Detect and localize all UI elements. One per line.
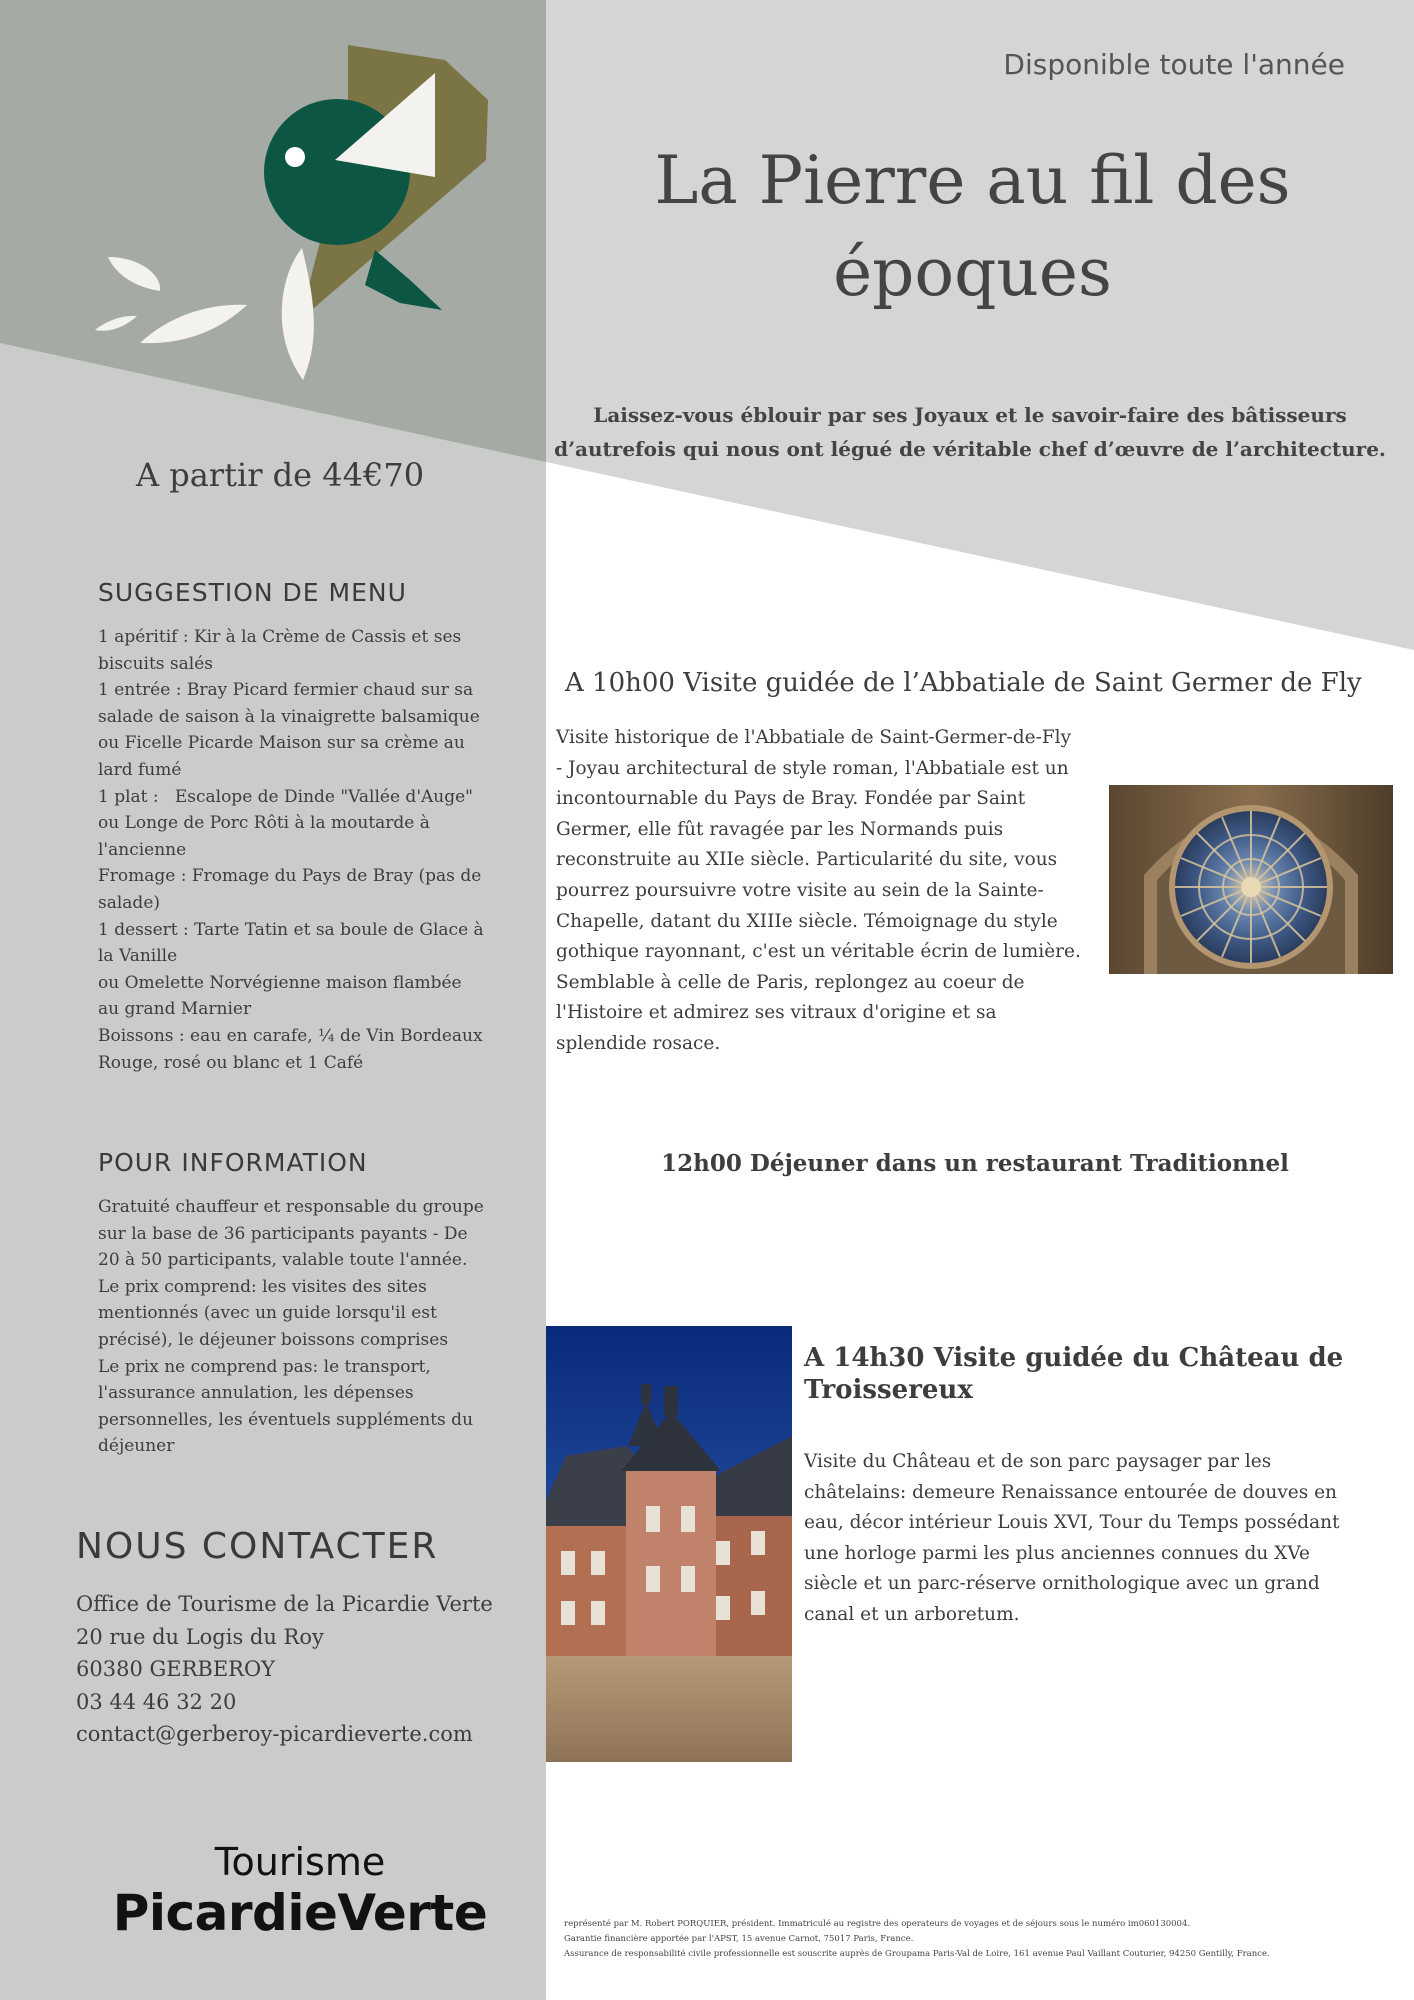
menu-line: 1 entrée : Bray Picard fermier chaud sur sa xyxy=(98,680,474,701)
visit1-line: Chapelle, datant du XIIIe siècle. Témoignage du style xyxy=(556,910,1058,932)
intro-line-2: d’autrefois qui nous ont légué de véritable chef d’œuvre de l’architecture. xyxy=(554,437,1386,461)
contact-block xyxy=(76,1588,536,1751)
info-line: Le prix ne comprend pas: le transport, xyxy=(98,1356,431,1377)
info-line: Le prix comprend: les visites des sites xyxy=(98,1276,427,1297)
menu-line: 1 dessert : Tarte Tatin et sa boule de Glace à xyxy=(98,919,484,940)
tourisme-logo xyxy=(90,1840,510,1942)
visit2-title-line-1: A 14h30 Visite guidée du Château de xyxy=(804,1343,1344,1373)
legal-line: Assurance de responsabilité civile professionnelle est souscrite auprès de Groupama Paris-Val de Loire, 161 avenue Paul Vaillant Couturier, 94250 Gentilly, France. xyxy=(564,1949,1270,1959)
info-line: personnelles, les éventuels suppléments du xyxy=(98,1409,474,1430)
visit1-line: pourrez poursuivre votre visite au sein de la Sainte- xyxy=(556,879,1044,901)
visit2-line: châtelains: demeure Renaissance entourée de douves en xyxy=(804,1481,1337,1503)
intro-text xyxy=(550,398,1390,466)
visit2-title xyxy=(804,1342,1394,1406)
menu-line: Boissons : eau en carafe, ¼ de Vin Bordeaux xyxy=(98,1025,483,1046)
menu-line: 1 plat : Escalope de Dinde "Vallée d'Auge" xyxy=(98,786,473,807)
menu-line: salade) xyxy=(98,892,161,913)
info-line: Gratuité chauffeur et responsable du groupe xyxy=(98,1197,484,1217)
availability-text: Disponible toute l'année xyxy=(1003,48,1345,81)
visit1-line: Semblable à celle de Paris, replongez au coeur de xyxy=(556,971,1025,993)
visit1-line: incontournable du Pays de Bray. Fondée par Saint xyxy=(556,788,1026,810)
info-line: précisé), le déjeuner boissons comprises xyxy=(98,1329,449,1350)
contact-street: 20 rue du Logis du Roy xyxy=(76,1624,324,1649)
menu-line: biscuits salés xyxy=(98,653,213,674)
menu-line: l'ancienne xyxy=(98,839,187,860)
logo-line-1: Tourisme xyxy=(214,1840,386,1884)
menu-line: Rouge, rosé ou blanc et 1 Café xyxy=(98,1052,364,1073)
menu-heading: SUGGESTION DE MENU xyxy=(98,578,407,607)
logo-line-2: PicardieVerte xyxy=(112,1884,488,1942)
contact-heading: NOUS CONTACTER xyxy=(76,1526,439,1567)
green-tail xyxy=(365,250,442,310)
visit1-line: splendide rosace. xyxy=(556,1032,721,1054)
leaf-small-left xyxy=(95,316,137,331)
contact-office: Office de Tourisme de la Picardie Verte xyxy=(76,1592,493,1616)
menu-line: 1 apéritif : Kir à la Crème de Cassis et ses xyxy=(98,627,462,647)
title-line-1: La Pierre au fil des xyxy=(654,142,1291,219)
visit2-line: eau, décor intérieur Louis XVI, Tour du Temps possédant xyxy=(804,1512,1340,1534)
visit1-line: Visite historique de l'Abbatiale de Saint-Germer-de-Fly xyxy=(556,727,1072,748)
price-text: A partir de 44€70 xyxy=(135,456,425,494)
visit1-description xyxy=(556,723,1106,1060)
menu-line: salade de saison à la vinaigrette balsamique xyxy=(98,706,480,727)
visit1-line: gothique rayonnant, c'est un véritable écrin de lumière. xyxy=(556,941,1081,963)
visit2-line: Visite du Château et de son parc paysager par les xyxy=(804,1451,1272,1472)
menu-line: au grand Marnier xyxy=(98,999,252,1020)
info-line: sur la base de 36 participants payants - De xyxy=(98,1223,468,1244)
menu-line: la Vanille xyxy=(98,946,178,967)
legal-line: représenté par M. Robert PORQUIER, président. Immatriculé au registre des operateurs de voyages et de séjours sous le numéro im060130004. xyxy=(564,1919,1191,1929)
visit1-line: reconstruite au XIIe siècle. Particularité du site, vous xyxy=(556,849,1058,871)
title-line-2: époques xyxy=(833,234,1112,311)
contact-phone[interactable]: 03 44 46 32 20 xyxy=(76,1689,237,1714)
contact-email-link[interactable]: contact@gerberoy-picardieverte.com xyxy=(76,1722,473,1746)
info-line: déjeuner xyxy=(98,1436,175,1457)
menu-line: ou Ficelle Picarde Maison sur sa crème au xyxy=(98,733,465,754)
leaf-large xyxy=(282,248,314,380)
menu-list xyxy=(98,624,518,1076)
legal-line: Garantie financière apportée par l'APST, 15 avenue Carnot, 75017 Paris, France. xyxy=(564,1934,914,1944)
info-list xyxy=(98,1194,518,1460)
visit1-line: Germer, elle fût ravagée par les Normands puis xyxy=(556,818,1004,840)
visit1-line: - Joyau architectural de style roman, l'Abbatiale est un xyxy=(556,757,1069,779)
visit1-line: l'Histoire et admirez ses vitraux d'origine et sa xyxy=(556,1002,997,1024)
menu-line: ou Omelette Norvégienne maison flambée xyxy=(98,972,462,993)
rose-window-photo xyxy=(1109,785,1393,974)
menu-line: ou Longe de Porc Rôti à la moutarde à xyxy=(98,813,430,834)
chateau-photo xyxy=(546,1326,792,1762)
info-line: mentionnés (avec un guide lorsqu'il est xyxy=(98,1303,437,1324)
page-title xyxy=(560,135,1385,319)
contact-city: 60380 GERBEROY xyxy=(76,1657,276,1681)
leaf-small-top xyxy=(108,257,160,291)
leaf-medium xyxy=(140,305,247,343)
menu-line: lard fumé xyxy=(98,759,182,780)
info-heading: POUR INFORMATION xyxy=(98,1148,368,1177)
visit2-line: siècle et un parc-réserve ornithologique avec un grand xyxy=(804,1573,1320,1595)
visit2-line: une horloge parmi les plus anciennes connues du XVe xyxy=(804,1542,1310,1564)
visit2-description xyxy=(804,1447,1394,1631)
bird-illustration xyxy=(90,35,510,395)
lunch-text: 12h00 Déjeuner dans un restaurant Traditionnel xyxy=(661,1150,1289,1177)
visit1-title: A 10h00 Visite guidée de l’Abbatiale de Saint Germer de Fly xyxy=(565,668,1362,698)
visit2-line: canal et un arboretum. xyxy=(804,1603,1020,1625)
intro-line-1: Laissez-vous éblouir par ses Joyaux et le savoir-faire des bâtisseurs xyxy=(593,403,1347,427)
legal-footer xyxy=(564,1917,1404,1962)
bird-eye xyxy=(285,147,305,167)
info-line: l'assurance annulation, les dépenses xyxy=(98,1383,414,1404)
visit2-title-line-2: Troissereux xyxy=(804,1375,973,1405)
menu-line: Fromage : Fromage du Pays de Bray (pas de xyxy=(98,866,482,887)
info-line: 20 à 50 participants, valable toute l'année. xyxy=(98,1250,468,1271)
